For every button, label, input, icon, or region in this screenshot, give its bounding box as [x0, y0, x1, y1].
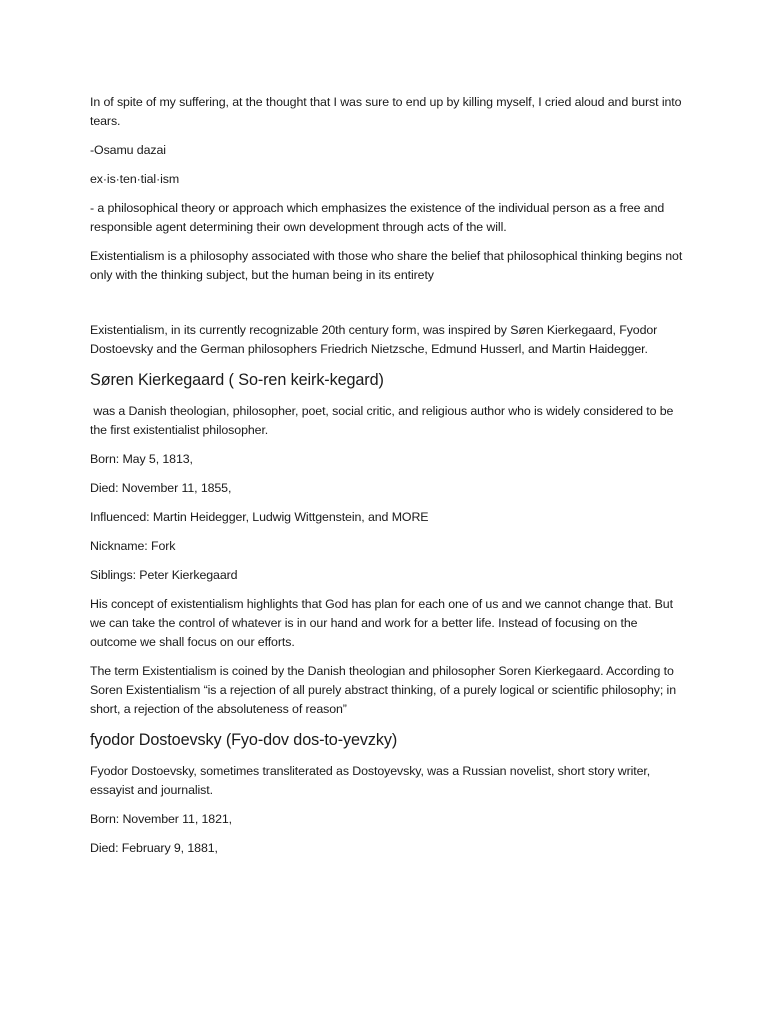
definition-paragraph: - a philosophical theory or approach which emphasizes the existence of the individual person as a free and responsible agent determining their own development through acts of the will. — [90, 201, 665, 234]
term-pronunciation: ex·is·ten·tial·ism — [90, 172, 180, 186]
dostoevsky-heading: fyodor Dostoevsky (Fyo-dov dos-to-yevzky) — [90, 731, 398, 749]
kierkegaard-nickname: Nickname: Fork — [90, 539, 176, 553]
quote-author: -Osamu dazai — [90, 143, 166, 157]
dostoevsky-died: Died: February 9, 1881, — [90, 841, 218, 855]
kierkegaard-term-origin: The term Existentialism is coined by the Danish theologian and philosopher Soren Kierkegaard. According to Soren Existentialism “is a rejection of all purely abstract thinking, of a purely logical or scientific philosophy; in short, a rejection of the absoluteness of reason” — [90, 664, 676, 716]
kierkegaard-heading: Søren Kierkegaard ( So-ren keirk-kegard) — [90, 371, 384, 389]
history-paragraph: Existentialism, in its currently recognizable 20th century form, was inspired by Søren Kierkegaard, Fyodor Dostoevsky and the German philosophers Friedrich Nietzsche, Edmund Husserl, and Martin Haidegger. — [90, 323, 658, 356]
dostoevsky-born: Born: November 11, 1821, — [90, 812, 233, 826]
kierkegaard-concept: His concept of existentialism highlights that God has plan for each one of us and we cannot change that. But we can take the control of whatever is in our hand and work for a better life. Instead of focusing on the outcome we shall focus on our efforts. — [90, 597, 673, 649]
kierkegaard-siblings: Siblings: Peter Kierkegaard — [90, 568, 238, 582]
quote-paragraph: In of spite of my suffering, at the thought that I was sure to end up by killing myself, I cried aloud and burst into tears. — [90, 95, 682, 128]
dostoevsky-description: Fyodor Dostoevsky, sometimes transliterated as Dostoyevsky, was a Russian novelist, short story writer, essayist and journalist. — [90, 764, 651, 797]
kierkegaard-born: Born: May 5, 1813, — [90, 452, 193, 466]
intro-paragraph: Existentialism is a philosophy associated with those who share the belief that philosophical thinking begins not only with the thinking subject, but the human being in its entirety — [90, 249, 683, 282]
kierkegaard-died: Died: November 11, 1855, — [90, 481, 232, 495]
kierkegaard-description: was a Danish theologian, philosopher, poet, social critic, and religious author who is widely considered to be the first existentialist philosopher. — [90, 404, 677, 437]
document-body — [90, 93, 686, 858]
kierkegaard-influenced: Influenced: Martin Heidegger, Ludwig Wittgenstein, and MORE — [90, 510, 429, 524]
